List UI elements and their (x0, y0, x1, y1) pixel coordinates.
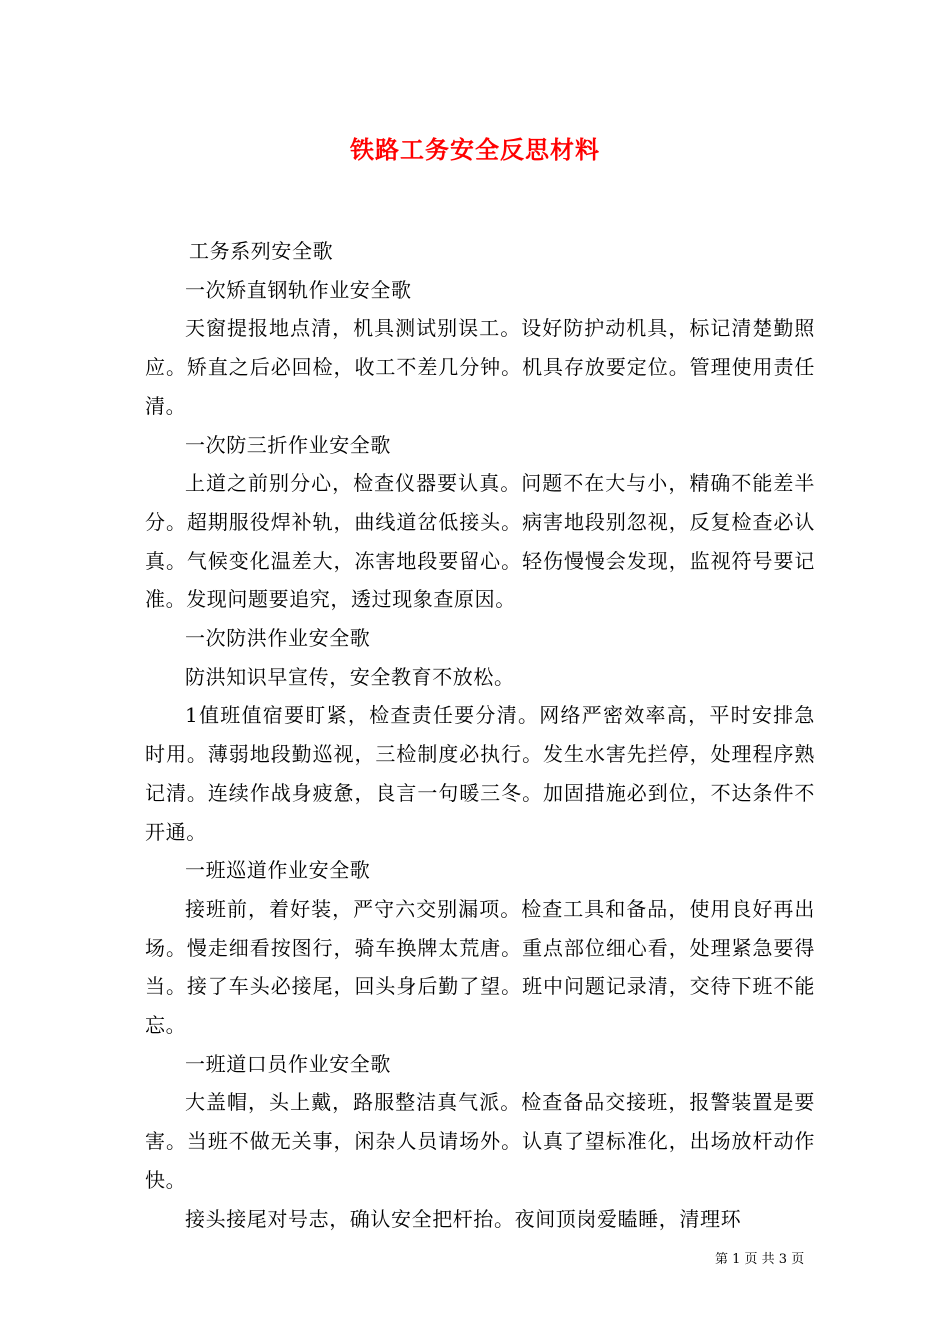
page-number-footer: 第 1 页 共 3 页 (715, 1252, 805, 1267)
body-paragraph: 大盖帽，头上戴，路服整洁真气派。检查备品交接班，报警装置是要害。当班不做无关事，闲杂人员请场外。认真了望标准化，出场放杆动作快。 (145, 1090, 815, 1192)
body-paragraph: 防洪知识早宣传，安全教育不放松。 (185, 664, 515, 689)
document-title: 铁路工务安全反思材料 (350, 135, 600, 164)
body-paragraph: 接头接尾对号志，确认安全把杆抬。夜间顶岗爱瞌睡，清理环 (185, 1206, 742, 1231)
subsection-heading: 一班巡道作业安全歌 (185, 858, 371, 883)
section-heading: 工务系列安全歌 (189, 239, 334, 263)
document-body (145, 232, 815, 1238)
subsection-heading: 一次防洪作业安全歌 (185, 626, 371, 651)
body-paragraph: 天窗提报地点清，机具测试别误工。设好防护动机具，标记清楚勤照应。矫直之后必回检，收工不差几分钟。机具存放要定位。管理使用责任清。 (145, 316, 815, 418)
body-paragraph: 1值班值宿要盯紧，检查责任要分清。网络严密效率高，平时安排急时用。薄弱地段勤巡视，三检制度必执行。发生水害先拦停，处理程序熟记清。连续作战身疲惫，良言一句暖三冬。加固措施必到位，不达条件不开通。 (145, 703, 815, 844)
body-paragraph: 接班前，着好装，严守六交别漏项。检查工具和备品，使用良好再出场。慢走细看按图行，骑车换牌太荒唐。重点部位细心看，处理紧急要得当。接了车头必接尾，回头身后勤了望。班中问题记录清，交待下班不能忘。 (145, 896, 815, 1038)
subsection-heading: 一班道口员作业安全歌 (185, 1051, 391, 1076)
subsection-heading: 一次矫直钢轨作业安全歌 (185, 277, 412, 302)
body-paragraph: 上道之前别分心，检查仪器要认真。问题不在大与小，精确不能差半分。超期服役焊补轨，曲线道岔低接头。病害地段别忽视，反复检查必认真。气候变化温差大，冻害地段要留心。轻伤慢慢会发现，监视符号要记准。发现问题要追究，透过现象查原因。 (145, 471, 815, 612)
subsection-heading: 一次防三折作业安全歌 (185, 432, 391, 457)
